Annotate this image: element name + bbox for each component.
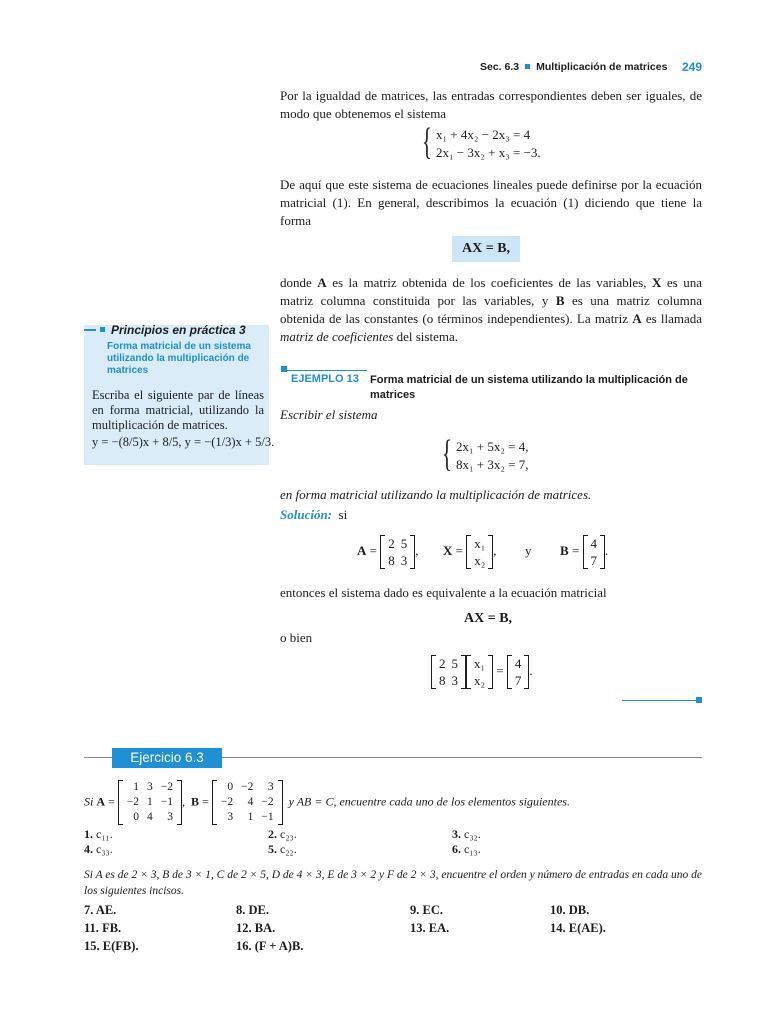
matrix-x — [466, 535, 493, 569]
exercise-matrix-b — [212, 780, 283, 825]
solution-label: Solución: — [280, 507, 333, 522]
exercise-item — [452, 842, 481, 857]
example-system-line-1: 2x₁ + 5x₂ = 4, — [456, 439, 529, 454]
example-statement-2: en forma matricial utilizando la multiplicación de matrices. — [280, 487, 592, 502]
matrix-cell: 4 — [147, 811, 153, 823]
item-text: BA. — [254, 921, 276, 935]
matrix-cell: −2 — [160, 781, 174, 793]
exercise-intro: Si A = 1 3 −2 −2 1 −1 0 4 3 , B = 0 −2 3 −2 4 −2 3 1 −1 y AB = C, encuentre cada uno de los elementos siguientes. — [84, 781, 570, 823]
then-text: entonces el sistema dado es equivalente a la ecuación matricial — [280, 585, 607, 600]
exercise-item — [452, 827, 481, 842]
sidebar-body: Escriba el siguiente par de líneas en forma matricial, utilizando la multiplicación de matrices. — [92, 388, 264, 432]
p3-bold-a2: A — [632, 311, 642, 326]
matrix-cell: −2 — [126, 796, 140, 808]
item-text: EA. — [428, 921, 450, 935]
matrix-cell: x₁ — [474, 536, 486, 551]
exercise-item — [84, 827, 113, 842]
matrix-cell: 7 — [590, 553, 598, 568]
intro-prefix: Si — [84, 794, 94, 809]
item-text: c₁₁. — [96, 827, 113, 841]
matrix-equation: 2 5 8 3 x₁ x₂ = 4 7 . — [431, 655, 533, 689]
item-text: E(AE). — [568, 921, 606, 935]
exercise-item — [84, 921, 121, 936]
running-head — [480, 61, 667, 73]
page-number: 249 — [682, 60, 703, 74]
matrix-cell: −2 — [220, 796, 234, 808]
example-matrices: A = 2 5 8 3 , X = x₁ x₂ , y B = 4 7 . — [357, 536, 609, 568]
item-text: c₁₃. — [464, 842, 481, 856]
exercise-item — [236, 903, 269, 918]
item-text: FB. — [102, 921, 122, 935]
matrix-cell: 3 — [400, 553, 408, 568]
item-text: c₃₂. — [464, 827, 481, 841]
exercise-item — [84, 903, 116, 918]
matrix-x-2 — [466, 655, 493, 689]
example-end-rule — [622, 700, 696, 701]
exercise-title: Ejercicio 6.3 — [112, 748, 222, 768]
sidebar-rule — [84, 329, 96, 331]
exercise-item — [268, 842, 297, 857]
sidebar-text — [92, 388, 275, 450]
bullet-icon — [100, 327, 105, 332]
matrix-cell: −1 — [261, 811, 274, 823]
item-text: AE. — [95, 903, 117, 917]
example-rule — [287, 370, 367, 371]
matrix-b — [583, 535, 606, 569]
matrix-cell: x₂ — [474, 673, 486, 688]
matrix-cell: 3 — [451, 673, 458, 688]
matrix-b-label: B — [560, 542, 569, 558]
item-number: 7. — [84, 903, 96, 917]
sidebar-subtitle: Forma matricial de un sistema utilizando la multiplicación de matrices — [107, 341, 251, 376]
item-text: EC. — [422, 903, 443, 917]
matrix-a-2 — [431, 655, 466, 689]
solution-word: si — [338, 507, 348, 522]
matrix-cell: 3 — [167, 811, 174, 823]
p3-text: del sistema. — [393, 329, 458, 344]
item-text: E(FB). — [102, 939, 139, 953]
matrix-x-label: X — [442, 542, 453, 558]
intro-paragraph-3 — [280, 274, 702, 346]
matrix-cell: 3 — [147, 781, 153, 793]
item-number: 15. — [84, 939, 103, 953]
item-text: (F + A)B. — [254, 939, 304, 953]
p3-text: es llamada — [641, 311, 703, 326]
item-number: 13. — [410, 921, 429, 935]
left-brace: { — [442, 433, 453, 475]
matrix-cell: 5 — [451, 656, 458, 671]
section-number: Sec. 6.3 — [480, 61, 520, 73]
matrix-cell: 7 — [514, 673, 522, 688]
matrix-cell: −2 — [261, 796, 274, 808]
sidebar-title — [100, 323, 246, 337]
matrix-cell: 1 — [247, 811, 254, 823]
ax-equation-2: AX = B, — [464, 611, 513, 626]
matrix-cell: 1 — [133, 781, 140, 793]
matrix-cell: 5 — [400, 536, 408, 551]
exercise-item — [550, 921, 606, 936]
exercise-instruction-2: Si A es de 2 × 3, B de 3 × 1, C de 2 × 5, D de 4 × 3, E de 3 × 2 y F de 2 × 3, encuentre el orden y número de entradas en cada uno de los siguientes incisos. — [84, 869, 702, 897]
p3-text: es una matriz columna constituida por las variables, y — [280, 275, 702, 308]
matrix-cell: 0 — [133, 811, 140, 823]
example-marker — [281, 366, 287, 372]
exercise-item — [268, 827, 297, 842]
exercise-item — [236, 939, 303, 954]
p3-italic-term: matriz de coeficientes — [280, 329, 394, 344]
system-1-line-1: x₁ + 4x₂ − 2x₃ = 4 — [436, 127, 531, 142]
intro-paragraph-2: De aquí que este sistema de ecuaciones lineales puede definirse por la ecuación matricial (1). En general, describimos la ecuación (1) diciendo que tiene la forma — [280, 177, 702, 228]
exercise-item — [410, 921, 449, 936]
p3-text: es una matriz columna obtenida de las constantes (o términos independientes). La matriz — [280, 293, 702, 326]
matrix-cell: x₂ — [474, 553, 486, 568]
matrix-cell: 8 — [388, 553, 395, 568]
item-text: c₂₂. — [280, 842, 297, 856]
item-number: 11. — [84, 921, 103, 935]
y-word: y — [525, 542, 532, 558]
p3-text: donde — [280, 275, 318, 290]
matrix-cell: x₁ — [474, 656, 486, 671]
exercise-item — [84, 939, 139, 954]
matrix-cell: 8 — [439, 673, 446, 688]
exercise-item — [236, 921, 275, 936]
matrix-cell: 4 — [247, 796, 254, 808]
exercise-item — [550, 903, 589, 918]
matrix-cell: 4 — [590, 536, 598, 551]
sidebar-equation: y = −(8/5)x + 8/5, y = −(1/3)x + 5/3. — [92, 435, 275, 449]
item-number: 4. — [84, 842, 96, 856]
p3-bold-a: A — [317, 275, 327, 290]
item-number: 14. — [550, 921, 569, 935]
intro-paragraph-1: Por la igualdad de matrices, las entradas correspondientes deben ser iguales, de modo que obtenemos el sistema — [280, 88, 702, 121]
section-title: Multiplicación de matrices — [536, 61, 668, 73]
item-number: 5. — [268, 842, 280, 856]
intro-suffix: y AB = C, encuentre cada uno de los elementos siguientes. — [288, 794, 570, 809]
item-number: 9. — [410, 903, 423, 917]
p3-bold-b: B — [555, 293, 565, 308]
item-number: 6. — [452, 842, 464, 856]
matrix-cell: 4 — [514, 656, 522, 671]
item-number: 1. — [84, 827, 96, 841]
item-number: 3. — [452, 827, 464, 841]
item-text: DB. — [568, 903, 590, 917]
item-number: 2. — [268, 827, 280, 841]
ax-equation: AX = B, — [462, 241, 511, 256]
matrix-a — [380, 535, 415, 569]
or-text: o bien — [280, 630, 313, 645]
example-system-line-2: 8x₁ + 3x₂ = 7, — [456, 457, 529, 472]
example-label: EJEMPLO 13 — [291, 373, 359, 385]
p3-bold-x: X — [651, 275, 662, 290]
left-brace: { — [422, 121, 433, 163]
example-end-marker — [696, 697, 702, 703]
solution-line — [280, 507, 347, 523]
p3-text: es la matriz obtenida de los coeficientes de las variables, — [326, 275, 652, 290]
item-text: c₃₃. — [96, 842, 113, 856]
item-number: 8. — [236, 903, 249, 917]
item-text: c₂₃. — [280, 827, 297, 841]
matrix-cell: 0 — [227, 781, 234, 793]
exercise-matrix-a — [118, 780, 182, 825]
matrix-cell: 2 — [439, 656, 446, 671]
item-number: 12. — [236, 921, 255, 935]
example-statement: Escribir el sistema — [280, 407, 378, 422]
sidebar-title-text: Principios en práctica 3 — [111, 323, 246, 337]
bullet-icon — [525, 64, 530, 69]
matrix-cell: 1 — [147, 796, 153, 808]
item-number: 10. — [550, 903, 569, 917]
item-number: 16. — [236, 939, 255, 953]
matrix-cell: 2 — [388, 536, 395, 551]
system-1-line-2: 2x₁ − 3x₂ + x₃ = −3. — [436, 145, 541, 160]
example-title: Forma matricial de un sistema utilizando la multiplicación de matrices — [370, 374, 688, 401]
matrix-a-label: A — [357, 542, 367, 558]
matrix-cell: −2 — [241, 781, 254, 793]
matrix-cell: 3 — [227, 811, 234, 823]
matrix-b-2 — [507, 655, 530, 689]
matrix-cell: −1 — [160, 796, 174, 808]
exercise-item — [410, 903, 443, 918]
exercise-item — [84, 842, 113, 857]
item-text: DE. — [248, 903, 269, 917]
matrix-cell: 3 — [267, 781, 274, 793]
